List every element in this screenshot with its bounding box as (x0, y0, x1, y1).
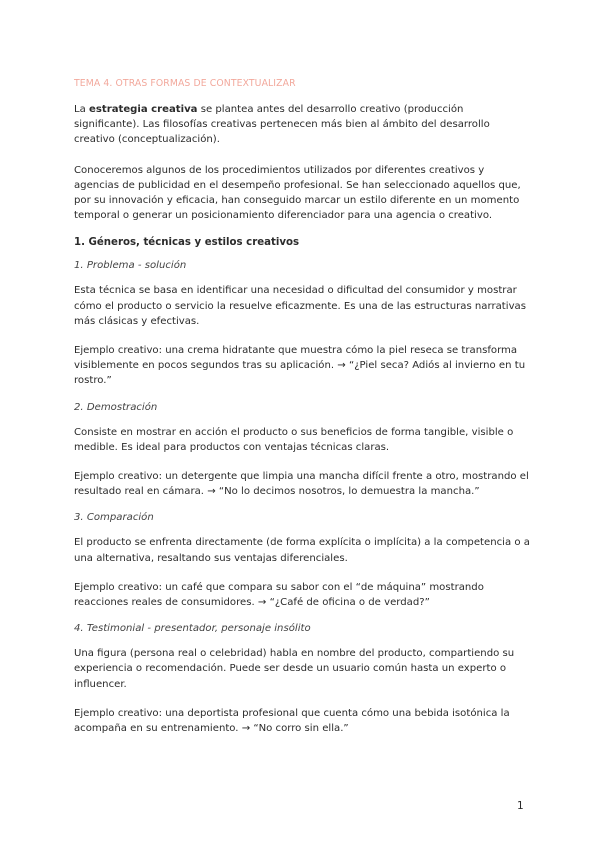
page-number: 1 (517, 800, 524, 812)
subsection-desc-3: El producto se enfrenta directamente (de forma explícita o implícita) a la competencia o a una alternativa, resaltando sus ventajas diferenciales. (74, 537, 530, 564)
subsection-title-3: 3. Comparación (74, 512, 154, 524)
intro-paragraph-1 (74, 102, 532, 148)
subsection-desc-4: Una figura (persona real o celebridad) habla en nombre del producto, compartiendo su experiencia o recomendación. Puede ser desde un usuario común hasta un experto o influencer. (74, 648, 515, 690)
intro-p1-pre: La (74, 104, 90, 115)
chapter-heading: TEMA 4. OTRAS FORMAS DE CONTEXTUALIZAR (74, 78, 296, 89)
subsection-example-2: Ejemplo creativo: un detergente que limpia una mancha difícil frente a otro, mostrando el resultado real en cámara. → “No lo decimos nosotros, lo demuestra la mancha.” (74, 471, 529, 498)
subsection-desc-2: Consiste en mostrar en acción el producto o sus beneficios de forma tangible, visible o medible. Es ideal para productos con ventajas técnicas claras. (74, 426, 514, 453)
page-content (74, 78, 532, 736)
subsection-example-4: Ejemplo creativo: una deportista profesional que cuenta cómo una bebida isotónica la acompaña en su entrenamiento. → “No corro sin ella.” (74, 707, 510, 735)
subsection-title-1: 1. Problema - solución (74, 260, 187, 272)
intro-paragraph-2: Conoceremos algunos de los procedimientos utilizados por diferentes creativos y agencias de publicidad en el desempeño profesional. Se han seleccionado aquellos que, por su innovación y eficacia, han conseguido marcar un estilo diferente en un momento temporal o generar un posicionamiento diferenciador para una agencia o creativo. (74, 164, 521, 222)
intro-p1-bold: estrategia creativa (89, 104, 198, 115)
subsection-desc-1: Esta técnica se basa en identificar una necesidad o dificultad del consumidor y mostrar cómo el producto o servicio la resuelve eficazmente. Es una de las estructuras narrativas más clásicas y efectivas. (74, 285, 526, 327)
intro-p1-post: se plantea antes del desarrollo creativo (producción significante). Las filosofías creativas pertenecen más bien al ámbito del desarrollo creativo (conceptualización). (74, 104, 490, 146)
section-title: 1. Géneros, técnicas y estilos creativos (74, 237, 300, 249)
subsection-title-2: 2. Demostración (74, 401, 158, 413)
subsection-title-4: 4. Testimonial - presentador, personaje insólito (74, 623, 311, 635)
subsection-example-3: Ejemplo creativo: un café que compara su sabor con el “de máquina” mostrando reacciones reales de consumidores. → “¿Café de oficina o de verdad?” (74, 581, 484, 609)
subsection-example-1: Ejemplo creativo: una crema hidratante que muestra cómo la piel reseca se transforma visiblemente en pocos segundos tras su aplicación. → “¿Piel seca? Adiós al invierno en tu rostro.” (74, 345, 526, 387)
